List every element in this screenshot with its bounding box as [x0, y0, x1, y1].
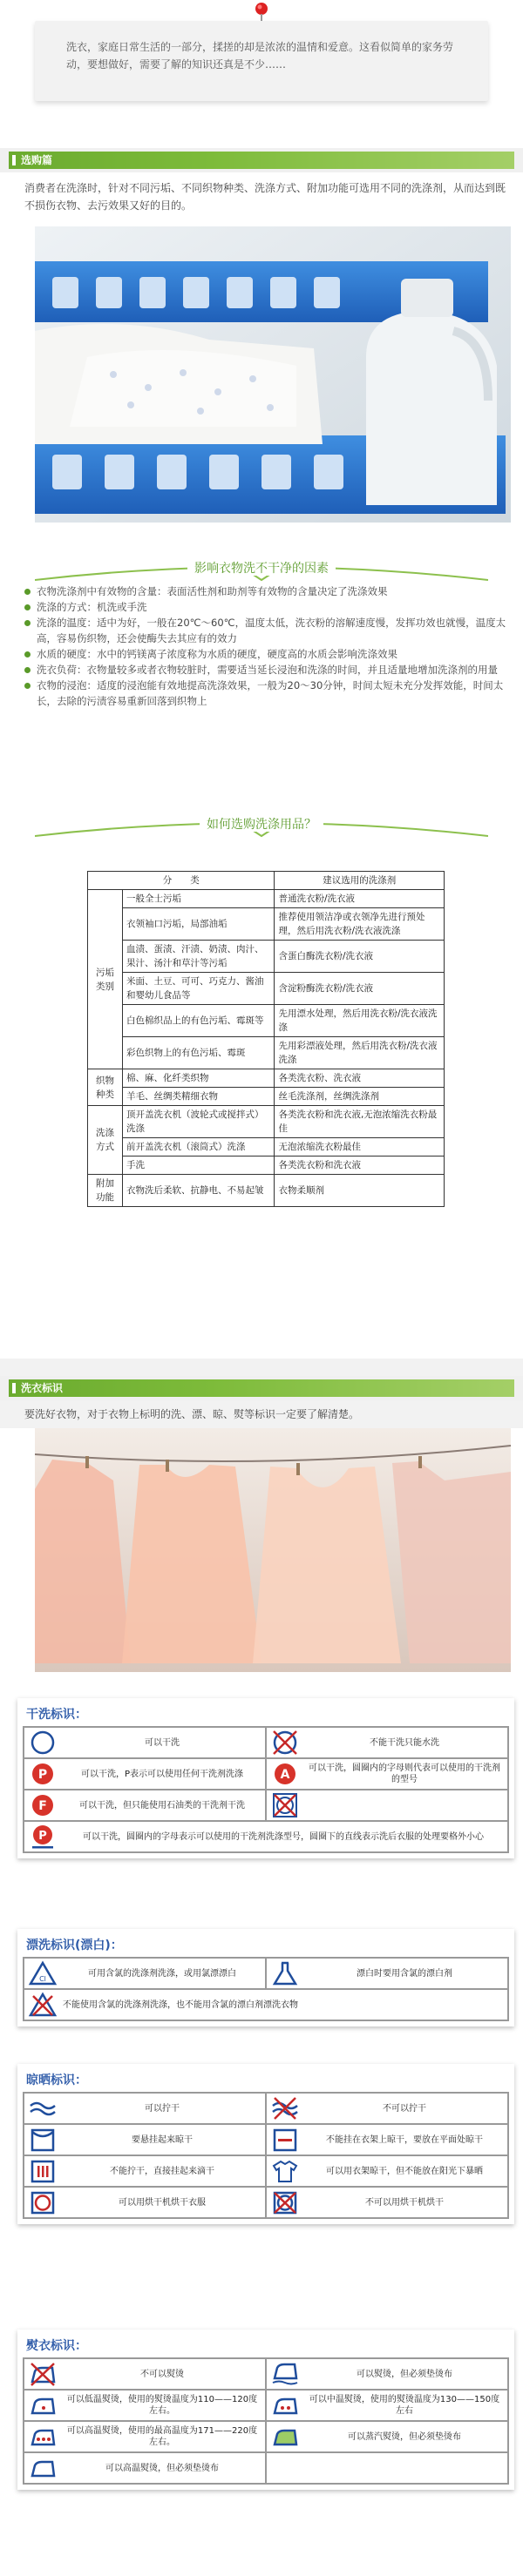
circle-p-underline-icon — [28, 1824, 58, 1850]
symbol-cell — [24, 2155, 266, 2187]
table-cell: 顶开盖洗衣机（波轮式或搅拌式）洗涤 — [123, 1106, 275, 1138]
section-header-choose — [0, 148, 523, 172]
dry-clean-title: 干洗标识： — [26, 1708, 87, 1722]
symbol-cell — [266, 2358, 508, 2390]
symbol-text: 可以中温熨烫，使用的熨烫温度为130——150度左右 — [309, 2395, 500, 2416]
symbol-text: 不能拧干，直接挂起来滴干 — [110, 2166, 214, 2176]
section-title: 选购篇 — [9, 152, 514, 169]
symbol-cell — [24, 2390, 266, 2421]
bleach-card — [17, 1929, 514, 2026]
flat-box-icon — [270, 2127, 300, 2153]
symbol-cell — [266, 2093, 508, 2124]
tumble-dry-icon — [28, 2189, 58, 2215]
circle-crossed-icon — [270, 1730, 300, 1756]
twist-icon — [28, 2095, 58, 2121]
drying-card — [17, 2064, 514, 2224]
symbol-text: 可以干洗，圆圈内的字母表示可以使用的干洗剂洗涤型号，圆圈下的直线表示洗后衣服的处理要格外小心 — [83, 1831, 484, 1842]
symbol-text: 可以用衣架晾干，但不能放在阳光下暴晒 — [326, 2166, 483, 2176]
table-cell: 白色棉织品上的有色污垢、霉斑等 — [123, 1005, 275, 1037]
table-cell: 衣物柔顺剂 — [275, 1175, 445, 1207]
table-row — [88, 1037, 445, 1069]
symbol-text: 不能使用含氯的洗涤剂洗涤，也不能用含氯的漂白剂漂洗衣物 — [63, 1999, 298, 2010]
symbol-text: 不能干洗只能水洗 — [370, 1737, 439, 1748]
triangle-cl-icon — [28, 1960, 58, 1986]
symbol-cell — [266, 2390, 508, 2421]
circle-icon — [28, 1730, 58, 1756]
table-cell: 手洗 — [123, 1157, 275, 1175]
symbol-text: 不能挂在衣架上晾干，要放在平面处晾干 — [326, 2134, 483, 2145]
symbol-cell — [266, 1727, 508, 1758]
iron-steam-icon — [270, 2424, 300, 2450]
svg-text:A: A — [280, 1768, 290, 1782]
flask-icon — [270, 1960, 300, 1986]
choose-text: 消费者在洗涤时，针对不同污垢、不同织物种类、洗涤方式、附加功能可选用不同的洗涤剂，从而达到既不损伤衣物、去污效果又好的目的。 — [24, 182, 506, 212]
symbol-cell — [266, 2452, 508, 2484]
table-cell: 羊毛、丝绸类精细衣物 — [123, 1088, 275, 1106]
table-cell: 丝毛洗涤剂，丝绸洗涤剂 — [275, 1088, 445, 1106]
dry-clean-section — [17, 1698, 514, 1858]
section-title: 洗衣标识 — [9, 1379, 514, 1397]
circle-f-icon — [28, 1792, 58, 1818]
table-cell: 米面、土豆、可可、巧克力、酱油和婴幼儿食品等 — [123, 973, 275, 1005]
dry-clean-grid — [23, 1726, 509, 1853]
circle-a-icon — [270, 1761, 300, 1787]
symbol-cell — [24, 1989, 508, 2020]
table-cell: 各类洗衣粉、洗衣液 — [275, 1069, 445, 1088]
symbol-text: 可以高温熨烫，但必须垫烫布 — [105, 2463, 219, 2473]
symbol-text: 可以拧干 — [145, 2103, 180, 2114]
symbol-cell — [24, 2358, 266, 2390]
symbol-text: 可以熨烫，但必须垫烫布 — [357, 2369, 452, 2379]
symbol-text: 可以蒸汽熨烫，但必须垫烫布 — [348, 2431, 461, 2442]
svg-text:P: P — [38, 1830, 47, 1843]
intro-card — [35, 21, 488, 101]
symbol-cell — [266, 2124, 508, 2155]
labels-text: 要洗好衣物，对于衣物上标明的洗、漂、晾、熨等标识一定要了解清楚。 — [24, 1408, 360, 1420]
drying-grid — [23, 2092, 509, 2219]
triangle-crossed-icon — [28, 1992, 58, 2018]
symbol-text: 可以干洗，但只能使用石油类的干洗剂干洗 — [79, 1800, 245, 1811]
photo-laundry-basket — [35, 226, 511, 523]
table-cell: 含蛋白酶洗衣粉/洗衣液 — [275, 941, 445, 973]
bleach-section — [17, 1929, 514, 2026]
table-cell: 一般全士污垢 — [123, 890, 275, 908]
table-cell: 先用漂水处理，然后用洗衣粉/洗衣液洗涤 — [275, 1005, 445, 1037]
symbol-cell — [24, 2421, 266, 2452]
table-cell: 前开盖洗衣机（滚筒式）洗涤 — [123, 1138, 275, 1157]
dry-clean-card — [17, 1698, 514, 1858]
howto-heading — [35, 810, 488, 845]
iron-low-icon — [28, 2392, 58, 2418]
symbol-cell — [24, 1758, 266, 1790]
symbol-cell — [24, 2452, 266, 2484]
svg-text:F: F — [38, 1799, 47, 1813]
table-row — [88, 1005, 445, 1037]
ironing-card — [17, 2330, 514, 2490]
symbol-cell — [24, 2187, 266, 2218]
bleach-grid — [23, 1957, 509, 2021]
table-cell: 含淀粉酶洗衣粉/洗衣液 — [275, 973, 445, 1005]
iron-cloth-icon — [270, 2361, 300, 2387]
photo-clothes-line — [35, 1428, 511, 1672]
circle-x-boxed-icon — [270, 1792, 300, 1818]
table-row — [88, 1106, 445, 1138]
factors-list — [24, 583, 513, 709]
iron-mid-icon — [270, 2392, 300, 2418]
factors-heading-text: 影响衣物洗不干净的因素 — [187, 562, 336, 576]
symbol-text: 不可以用烘干机烘干 — [365, 2197, 444, 2208]
table-header-row — [88, 872, 445, 890]
svg-text:P: P — [37, 1768, 48, 1782]
symbol-text: 不可以熨烫 — [140, 2369, 184, 2379]
symbol-cell — [24, 1727, 266, 1758]
table-row — [88, 941, 445, 973]
symbol-text: 可以干洗，圆圈内的字母则代表可以使用的干洗剂的型号 — [309, 1763, 500, 1784]
table-row — [88, 890, 445, 908]
symbol-text: 可以用烘干机烘干衣服 — [119, 2197, 206, 2208]
table-cell: 推荐使用领洁净或衣领净先进行预处理，然后用洗衣粉/洗衣液洗涤 — [275, 908, 445, 941]
iron-high-icon — [28, 2424, 58, 2450]
symbol-cell — [266, 1790, 508, 1821]
list-item: 洗衣负荷：衣物量较多或者衣物较脏时，需要适当延长浸泡和洗涤的时间，并且适量地增加洗涤剂的用量 — [24, 662, 513, 678]
symbol-text: 可以干洗，P表示可以使用任何干洗剂洗涤 — [80, 1769, 244, 1779]
bleach-title: 漂洗标识(漂白)： — [26, 1939, 123, 1952]
symbol-cell — [24, 2124, 266, 2155]
symbol-cell — [266, 1758, 508, 1790]
detergent-table — [87, 871, 445, 1207]
symbol-text: 要悬挂起来晾干 — [132, 2134, 193, 2145]
iron-crossed-icon — [28, 2361, 58, 2387]
ironing-title: 熨衣标识： — [26, 2339, 87, 2353]
table-row — [88, 1157, 445, 1175]
table-category: 织物种类 — [88, 1069, 123, 1106]
table-cell: 彩色织物上的有色污垢、霉斑 — [123, 1037, 275, 1069]
table-cell: 普通洗衣粉/洗衣液 — [275, 890, 445, 908]
circle-p-icon — [28, 1761, 58, 1787]
ironing-section — [17, 2330, 514, 2490]
table-cell: 先用彩漂液处理，然后用洗衣粉/洗衣液洗涤 — [275, 1037, 445, 1069]
table-cell: 无泡浓缩洗衣粉最佳 — [275, 1138, 445, 1157]
table-cell: 衣领袖口污垢，局部油垢 — [123, 908, 275, 941]
symbol-cell — [24, 2093, 266, 2124]
symbol-text: 可用含氯的洗涤剂洗涤，或用氯漂漂白 — [88, 1968, 236, 1979]
symbol-cell — [266, 2187, 508, 2218]
tumble-crossed-icon — [270, 2189, 300, 2215]
list-item: 洗涤的温度：适中为好，一般在20℃～60℃，温度太低，洗衣粉的溶解速度慢，发挥功效也就慢，温度太高，容易伤织物，还会使酶失去其应有的效力 — [24, 615, 513, 646]
symbol-cell — [24, 1821, 508, 1852]
symbol-cell — [266, 2421, 508, 2452]
table-cell: 各类洗衣粉和洗衣液,无泡浓缩洗衣粉最佳 — [275, 1106, 445, 1138]
drying-title: 晾晒标识： — [26, 2074, 87, 2087]
table-row — [88, 1069, 445, 1088]
symbol-text: 可以高温熨烫，使用的最高温度为171——220度左右。 — [66, 2426, 258, 2447]
svg-text:Cl: Cl — [39, 1975, 46, 1983]
symbol-cell — [24, 1958, 266, 1989]
table-row — [88, 1088, 445, 1106]
table-cell: 棉、麻、化纤类织物 — [123, 1069, 275, 1088]
symbol-text: 漂白时要用含氯的漂白剂 — [357, 1968, 452, 1979]
howto-heading-text: 如何选购洗涤用品？ — [200, 818, 323, 832]
section-header-labels — [0, 1376, 523, 1400]
symbol-cell — [24, 1790, 266, 1821]
table-cell: 衣物洗后柔软、抗静电、不易起皱 — [123, 1175, 275, 1207]
list-item: 洗涤的方式：机洗或手洗 — [24, 599, 513, 615]
symbol-text: 可以低温熨烫，使用的熨烫温度为110——120度左右。 — [66, 2395, 258, 2416]
shirt-icon — [270, 2158, 300, 2184]
twist-crossed-icon — [270, 2095, 300, 2121]
table-cell: 血渍、蛋渍、汗渍、奶渍、肉汁、果汁、汤汁和草汁等污垢 — [123, 941, 275, 973]
table-row — [88, 1138, 445, 1157]
iron-plain-icon — [28, 2455, 58, 2481]
list-item: 衣物的浸泡：适度的浸泡能有效地提高洗涤效果，一般为20～30分钟，时间太短未充分发挥效能，时间太长，去除的污渍容易重新回落到织物上 — [24, 678, 513, 709]
table-row — [88, 1175, 445, 1207]
symbol-cell — [266, 1958, 508, 1989]
drying-section — [17, 2064, 514, 2224]
ironing-grid — [23, 2357, 509, 2485]
hang-box-icon — [28, 2127, 58, 2153]
symbol-text: 不可以拧干 — [383, 2103, 426, 2114]
list-item: 水质的硬度：水中的钙镁离子浓度称为水质的硬度，硬度高的水质会影响洗涤效果 — [24, 646, 513, 662]
symbol-text: 可以干洗 — [145, 1737, 180, 1748]
table-header: 分 类 — [88, 872, 275, 890]
list-item: 衣物洗涤剂中有效物的含量：表面活性剂和助剂等有效物的含量决定了洗涤效果 — [24, 583, 513, 599]
intro-text: 洗衣，家庭日常生活的一部分，揉搓的却是浓浓的温情和爱意。这看似简单的家务劳动，要想做好，需要了解的知识还真是不少…… — [66, 41, 454, 71]
table-header: 建议选用的洗涤剂 — [275, 872, 445, 890]
table-category: 附加功能 — [88, 1175, 123, 1207]
drip-box-icon — [28, 2158, 58, 2184]
symbol-cell — [266, 2155, 508, 2187]
table-category: 洗涤方式 — [88, 1106, 123, 1175]
table-cell: 各类洗衣粉和洗衣液 — [275, 1157, 445, 1175]
table-row — [88, 908, 445, 941]
table-row — [88, 973, 445, 1005]
table-category: 污垢类别 — [88, 890, 123, 1069]
